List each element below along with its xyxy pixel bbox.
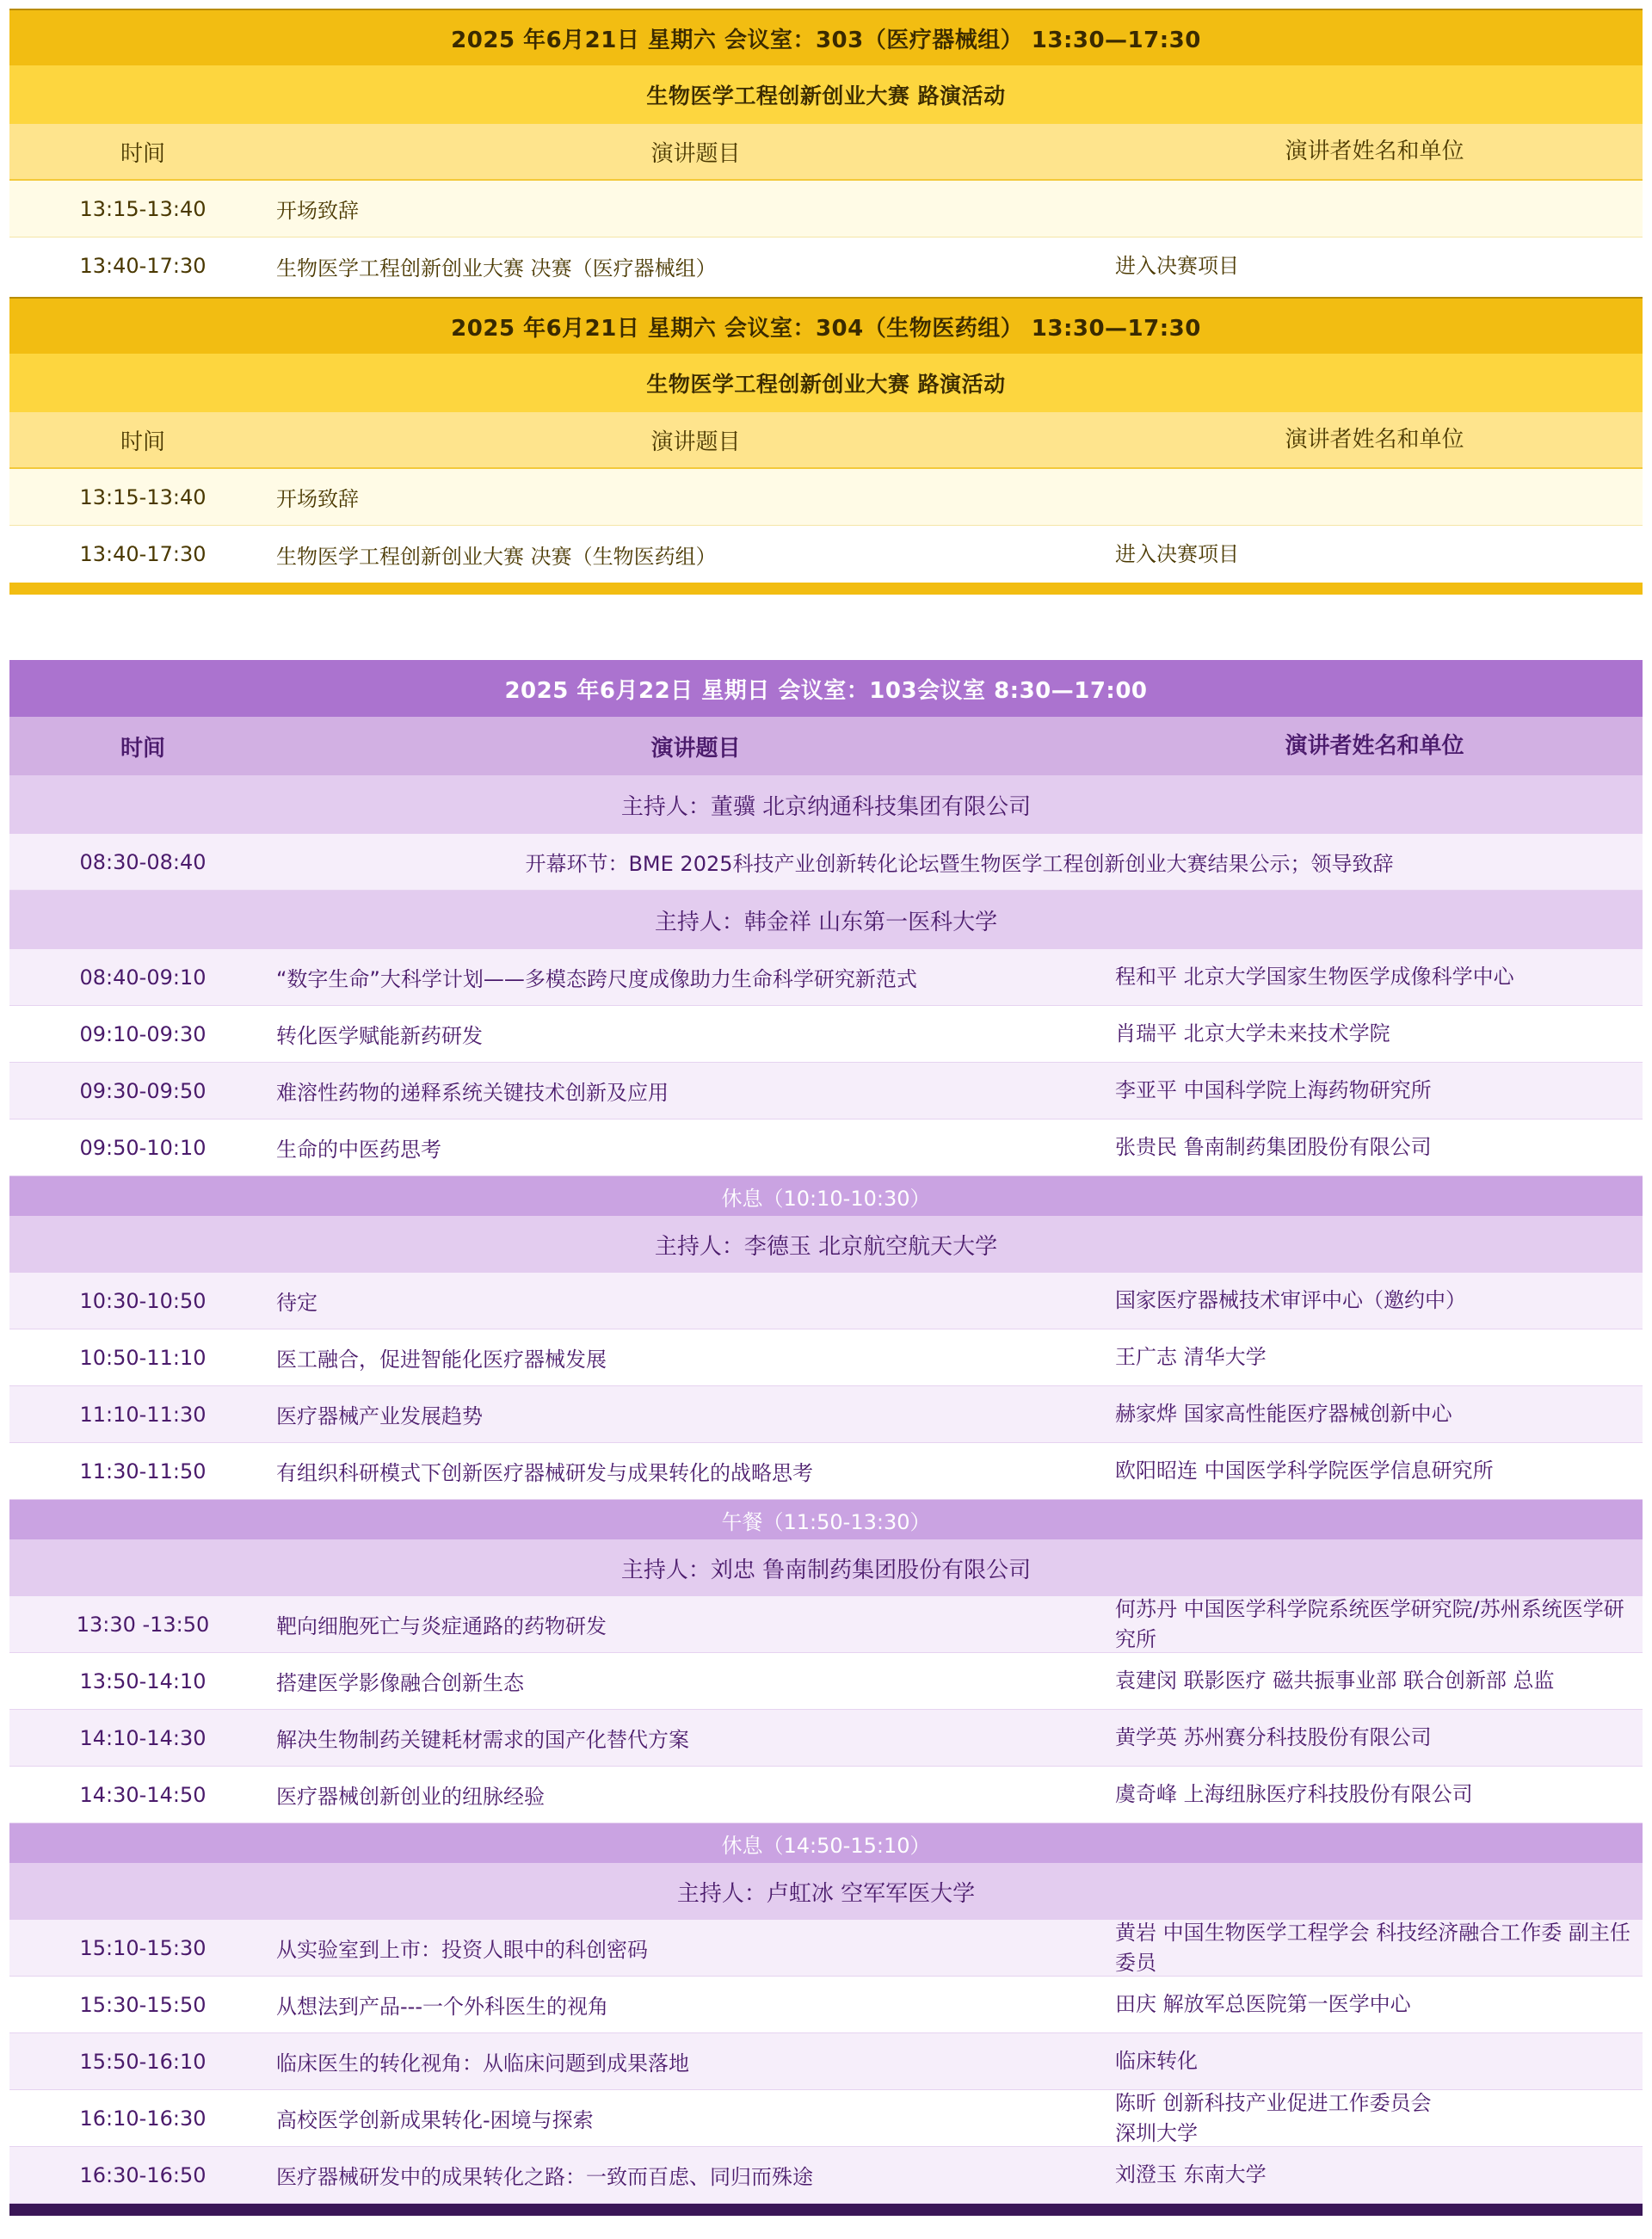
session-title: 2025 年6月22日 星期日 会议室：103会议室 8:30—17:00	[504, 677, 1148, 704]
session-title-bar	[9, 297, 1643, 354]
row-topic: 开场致辞	[276, 487, 359, 511]
row-time: 13:15-13:40	[79, 484, 206, 509]
row-time: 10:50-11:10	[79, 1345, 206, 1370]
row-speaker: 黄岩 中国生物医学工程学会 科技经济融合工作委 副主任委员	[1115, 1921, 1630, 1975]
session-subtitle: 生物医学工程创新创业大赛 路演活动	[646, 83, 1006, 108]
row-time: 16:10-16:30	[79, 2106, 206, 2131]
break-row	[9, 1823, 1643, 1863]
row-time: 13:30 -13:50	[76, 1612, 210, 1637]
row-speaker: 李亚平 中国科学院上海药物研究所	[1115, 1078, 1432, 1103]
session-subtitle-bar	[9, 65, 1643, 124]
header-speaker: 演讲者姓名和单位	[1285, 138, 1464, 164]
row-topic: 搭建医学影像融合创新生态	[276, 1671, 524, 1695]
section-end-bar	[9, 583, 1643, 595]
table-row	[9, 526, 1643, 583]
row-speaker: 程和平 北京大学国家生物医学成像科学中心	[1115, 965, 1514, 990]
row-topic: 医疗器械创新创业的纽脉经验	[276, 1785, 545, 1809]
row-topic: 开场致辞	[276, 199, 359, 223]
table-row	[9, 1977, 1643, 2033]
row-speaker: 黄学英 苏州赛分科技股份有限公司	[1115, 1725, 1432, 1750]
break-row	[9, 1176, 1643, 1216]
host-label: 主持人：卢虹冰 空军军医大学	[676, 1880, 976, 1907]
row-time: 16:30-16:50	[79, 2162, 206, 2187]
row-topic: 难溶性药物的递释系统关键技术创新及应用	[276, 1081, 669, 1105]
session-title-bar	[9, 9, 1643, 65]
row-time: 08:40-09:10	[79, 965, 206, 990]
table-row	[9, 1767, 1643, 1823]
row-time: 15:10-15:30	[79, 1935, 206, 1960]
row-topic: 高校医学创新成果转化-困境与探索	[276, 2108, 594, 2132]
session-subtitle: 生物医学工程创新创业大赛 路演活动	[646, 372, 1006, 397]
session-title: 2025 年6月21日 星期六 会议室：304（生物医药组） 13:30—17:30	[451, 315, 1201, 342]
row-topic: 待定	[276, 1291, 317, 1315]
section-end-bar	[9, 2204, 1643, 2216]
host-label: 主持人：韩金祥 山东第一医科大学	[654, 909, 998, 935]
row-time: 14:10-14:30	[79, 1725, 206, 1750]
header-topic: 演讲题目	[650, 140, 741, 167]
row-topic: 转化医学赋能新药研发	[276, 1024, 483, 1048]
table-row	[9, 1063, 1643, 1120]
schedule-304	[9, 297, 1643, 595]
row-topic: 靶向细胞死亡与炎症通路的药物研发	[276, 1614, 607, 1638]
session-title-bar	[9, 660, 1643, 717]
row-speaker: 进入决赛项目	[1115, 253, 1239, 278]
session-4-rows	[9, 1920, 1643, 2204]
host-row	[9, 891, 1643, 949]
row-time: 14:30-14:50	[79, 1782, 206, 1807]
header-time: 时间	[120, 140, 165, 167]
table-row	[9, 1920, 1643, 1977]
header-speaker: 演讲者姓名和单位	[1285, 426, 1464, 453]
row-speaker: 临床转化	[1115, 2049, 1198, 2074]
host-row	[9, 1216, 1643, 1273]
header-speaker: 演讲者姓名和单位	[1285, 732, 1464, 759]
table-header	[9, 412, 1643, 469]
row-speaker: 欧阳昭连 中国医学科学院医学信息研究所	[1115, 1459, 1494, 1483]
row-topic: 有组织科研模式下创新医疗器械研发与成果转化的战略思考	[276, 1461, 813, 1485]
row-speaker: 袁建闵 联影医疗 磁共振事业部 联合创新部 总监	[1115, 1668, 1555, 1693]
row-topic: 生命的中医药思考	[276, 1138, 441, 1162]
header-time: 时间	[120, 735, 165, 762]
session-1-rows	[9, 949, 1643, 1176]
row-speaker: 何苏丹 中国医学科学院系统医学研究院/苏州系统医学研究所	[1115, 1597, 1624, 1651]
table-row	[9, 1710, 1643, 1767]
table-row	[9, 1653, 1643, 1710]
table-row	[9, 1273, 1643, 1329]
schedule-103	[9, 660, 1643, 2216]
break-label: 休息（10:10-10:30）	[721, 1186, 931, 1211]
row-topic: 临床医生的转化视角：从临床问题到成果落地	[276, 2051, 689, 2076]
table-row	[9, 1329, 1643, 1386]
table-header	[9, 124, 1643, 181]
lunch-label: 午餐（11:50-13:30）	[721, 1509, 931, 1534]
row-speaker: 进入决赛项目	[1115, 541, 1239, 566]
session-subtitle-bar	[9, 354, 1643, 412]
host-label: 主持人：刘忠 鲁南制药集团股份有限公司	[620, 1557, 1032, 1583]
row-time: 13:50-14:10	[79, 1668, 206, 1693]
table-header	[9, 717, 1643, 775]
table-row	[9, 2147, 1643, 2204]
row-time: 13:40-17:30	[79, 254, 206, 278]
row-topic: 生物医学工程创新创业大赛 决赛（生物医药组）	[276, 544, 717, 569]
row-speaker: 刘澄玉 东南大学	[1115, 2162, 1267, 2187]
table-row	[9, 1120, 1643, 1176]
table-row	[9, 181, 1643, 237]
row-topic: “数字生命”大科学计划——多模态跨尺度成像助力生命科学研究新范式	[276, 967, 917, 991]
row-topic: 从实验室到上市：投资人眼中的科创密码	[276, 1938, 648, 1962]
row-time: 09:10-09:30	[79, 1021, 206, 1046]
host-label: 主持人：李德玉 北京航空航天大学	[654, 1233, 998, 1260]
table-row	[9, 2090, 1643, 2147]
host-row	[9, 1863, 1643, 1920]
table-row	[9, 1443, 1643, 1500]
row-speaker: 张贵民 鲁南制药集团股份有限公司	[1115, 1135, 1432, 1160]
row-time: 08:30-08:40	[79, 849, 206, 874]
host-row	[9, 1539, 1643, 1596]
session-3-rows	[9, 1596, 1643, 1823]
row-time: 11:30-11:50	[79, 1459, 206, 1483]
table-row	[9, 1006, 1643, 1063]
row-speaker: 田庆 解放军总医院第一医学中心	[1115, 1992, 1411, 2017]
table-row	[9, 1596, 1643, 1653]
row-time: 15:30-15:50	[79, 1992, 206, 2017]
row-time: 11:10-11:30	[79, 1402, 206, 1427]
lunch-row	[9, 1500, 1643, 1539]
session-2-rows	[9, 1273, 1643, 1500]
row-time: 09:50-10:10	[79, 1135, 206, 1160]
table-row	[9, 237, 1643, 294]
table-row	[9, 469, 1643, 526]
row-time: 15:50-16:10	[79, 2049, 206, 2074]
table-row	[9, 949, 1643, 1006]
table-row	[9, 2033, 1643, 2090]
row-time: 13:15-13:40	[79, 196, 206, 221]
row-topic: 生物医学工程创新创业大赛 决赛（医疗器械组）	[276, 256, 717, 281]
row-speaker: 虞奇峰 上海纽脉医疗科技股份有限公司	[1115, 1782, 1473, 1807]
break-label: 休息（14:50-15:10）	[721, 1833, 931, 1858]
session-title: 2025 年6月21日 星期六 会议室：303（医疗器械组） 13:30—17:30	[451, 27, 1201, 53]
row-speaker: 陈昕 创新科技产业促进工作委员会 深圳大学	[1115, 2091, 1432, 2145]
row-topic: 医工融合，促进智能化医疗器械发展	[276, 1348, 607, 1372]
row-time: 10:30-10:50	[79, 1288, 206, 1313]
row-speaker: 王广志 清华大学	[1115, 1345, 1267, 1370]
table-row	[9, 834, 1643, 891]
header-topic: 演讲题目	[650, 735, 741, 762]
row-speaker: 赫家烨 国家高性能医疗器械创新中心	[1115, 1402, 1452, 1427]
row-speaker: 肖瑞平 北京大学未来技术学院	[1115, 1021, 1390, 1046]
row-topic: 从想法到产品---一个外科医生的视角	[276, 1995, 608, 2019]
schedule-303	[9, 9, 1643, 294]
row-speaker: 国家医疗器械技术审评中心（邀约中）	[1115, 1288, 1466, 1313]
row-time: 09:30-09:50	[79, 1078, 206, 1103]
table-row	[9, 1386, 1643, 1443]
row-topic: 医疗器械产业发展趋势	[276, 1404, 483, 1428]
host-row	[9, 775, 1643, 834]
host-label: 主持人：董骥 北京纳通科技集团有限公司	[620, 793, 1032, 820]
header-time: 时间	[120, 429, 165, 455]
opening-text: 开幕环节：BME 2025科技产业创新转化论坛暨生物医学工程创新创业大赛结果公示；领导致辞	[525, 852, 1394, 876]
row-time: 13:40-17:30	[79, 542, 206, 566]
row-topic: 解决生物制药关键耗材需求的国产化替代方案	[276, 1728, 689, 1752]
row-topic: 医疗器械研发中的成果转化之路：一致而百虑、同归而殊途	[276, 2165, 813, 2189]
header-topic: 演讲题目	[650, 429, 741, 455]
